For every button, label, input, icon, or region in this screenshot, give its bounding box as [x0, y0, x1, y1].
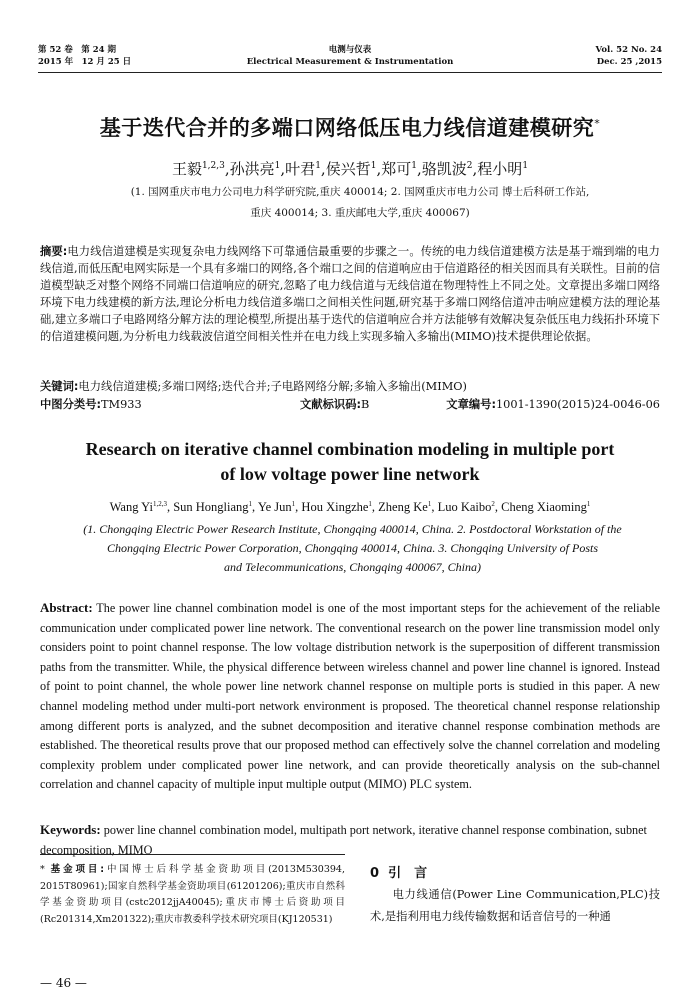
footnote-rule [40, 854, 345, 855]
keywords-cn-label: 关键词: [40, 380, 79, 393]
affiliation-cn [60, 182, 660, 224]
en-author-affil-mark: 2 [491, 500, 495, 508]
en-author-name: Sun Hongliang [173, 500, 249, 515]
abstract-cn-label: 摘要: [40, 245, 68, 258]
keywords-cn [40, 378, 660, 395]
en-author-affil-mark: 1 [368, 500, 372, 508]
en-author-affil-mark: 1 [427, 500, 432, 508]
page-number: — 46 — [40, 976, 87, 990]
affiliation-en-line3: and Telecommunications, Chongqing 400067, China) [224, 560, 481, 574]
title-footnote-mark: * [594, 117, 601, 130]
abstract-cn-text: 电力线信道建模是实现复杂电力线网络下可靠通信最重要的步骤之一。传统的电力线信道建模方法是基于端到端的电力线信道,而低压配电网实际是一个具有多端口的网络,各个端口之间的信道响应由于信道路径的相关因而具有关联性。目前的信道模型缺乏对整个网络不同端口信道响应的研究,忽略了电力线信道与无线信道在物理特性上不同之处。文章提出多端口网络环境下电力线建模的新方法,理论分析电力线信道多端口之间相关性问题,研究基于多端口网络信道冲击响应建模方法的理论基础,建立多端口子电路网络分解方法的理论模型,所提出基于迭代的信道响应合并方法能够有效解决复杂低压电力线拓扑环境下的信道建模问题,为分析电力线载波信道空间相关性并在电力线上实现多输入多输出(MIMO)技术提供理论依据。 [40, 245, 660, 343]
header-right [596, 44, 662, 68]
affiliation-cn-line2: 重庆 400014; 3. 重庆邮电大学,重庆 400067) [250, 207, 470, 219]
title-cn-text: 基于迭代合并的多端口网络低压电力线信道建模研究 [99, 116, 595, 140]
cn-author-affil-mark: 1 [315, 161, 321, 171]
running-header [38, 44, 662, 72]
cn-author-name: 孙洪亮 [229, 160, 275, 178]
en-author-affil-mark: 1,2,3 [152, 500, 167, 508]
classification-row [40, 396, 660, 413]
en-author-name: Cheng Xiaoming [501, 500, 587, 515]
en-author [173, 500, 252, 514]
title-en [30, 437, 670, 487]
title-en-line2: of low voltage power line network [220, 464, 480, 484]
cn-author-name: 叶君 [285, 160, 316, 178]
cn-author-name: 程小明 [477, 160, 523, 178]
footnote [40, 862, 345, 928]
affiliation-en-line1: (1. Chongqing Electric Power Research Institute, Chongqing 400014, China. 2. Postdoctoral Workstation of the [83, 522, 622, 536]
header-center [38, 44, 662, 68]
header-rule [38, 72, 662, 73]
cn-author [172, 160, 225, 178]
article-number [446, 396, 660, 413]
abstract-cn [40, 243, 660, 345]
authors-en: Wang Yi$^{1,2,3}$, Sun Hongliang$^1$, Ye Jun$^1$, Hou Xingzhe$^1$, Zheng Ke$^1$, Luo Kaibo$^2$, Cheng Xiaoming$^1$ [109, 500, 591, 515]
art-value: 1001-1390(2015)24-0046-06 [495, 398, 660, 411]
clc-value: TM933 [101, 398, 142, 411]
affiliation-en-line2: Chongqing Electric Power Corporation, Chongqing 400014, China. 3. Chongqing University of Posts [107, 541, 598, 555]
cn-author-affil-mark: 1 [522, 161, 529, 171]
cn-author-affil-mark: 1 [411, 161, 417, 171]
en-author-affil-mark: 1 [586, 500, 591, 508]
cn-author-affil-mark: 1 [370, 161, 377, 171]
en-author [258, 500, 295, 514]
section-number: 0 [370, 866, 380, 881]
cn-author-name: 郑可 [381, 160, 412, 178]
doc-value: B [361, 398, 370, 411]
cn-author-name: 王毅 [171, 160, 202, 178]
en-author-name: Hou Xingzhe [301, 500, 369, 515]
en-author-name: Ye Jun [257, 500, 292, 515]
cn-author [422, 160, 473, 178]
document-code [300, 396, 369, 413]
en-author [501, 500, 590, 514]
abstract-en [40, 598, 660, 795]
cn-author-name: 骆凯波 [421, 160, 467, 178]
affiliation-en [50, 520, 655, 577]
cn-author [285, 160, 321, 178]
header-volume-cn: 第 52 卷 第 24 期 [38, 45, 116, 55]
section-heading [370, 862, 427, 881]
footnote-mark: * [40, 864, 45, 875]
authors-cn: 王毅$^{1,2,3}$,孙洪亮$^1$,叶君$^1$,侯兴哲$^1$,郑可$^1$,骆凯波$^2$,程小明$^1$ [171, 160, 529, 178]
en-author [438, 500, 495, 514]
art-label: 文章编号: [446, 398, 496, 411]
section-title: 引 言 [388, 866, 428, 881]
footnote-text: 中国博士后科学基金资助项目(2013M530394, 2015T80961);国家自然科学基金资助项目(61201206);重庆市自然科学基金资助项目(cstc2012jjA40045);重庆市博士后资助项目(Rc201314,Xm201322);重庆市教委科学技术研究项目(KJ120531) [40, 864, 345, 925]
intro-paragraph: 电力线通信(Power Line Communication,PLC)技术,是指利用电力线传输数据和话音信号的一种通 [370, 888, 660, 923]
keywords-cn-text: 电力线信道建模;多端口网络;迭代合并;子电路网络分解;多输入多输出(MIMO) [78, 380, 467, 393]
clc-number [40, 396, 142, 413]
cn-author-affil-mark: 1,2,3 [201, 161, 225, 171]
title-cn [20, 112, 680, 142]
footnote-label: 基金项目: [50, 864, 105, 875]
en-author [301, 500, 372, 514]
keywords-en-label: Keywords: [40, 822, 101, 837]
en-author-affil-mark: 1 [248, 500, 253, 508]
en-author-affil-mark: 1 [291, 500, 296, 508]
cn-author [326, 160, 377, 178]
abstract-en-text: The power line channel combination model is one of the most important steps for the achievement of the reliable communication under complicated power line network. The conventional research on the power line transmission model only considers point to point channel response. The low voltage distribution network is the superposition of different transmission paths from the transmitter. While, the physical difference between wireless channel and power line channel is ignored. Instead of point to point channel, the whole power line network channel response on multiple ports is studied in this paper. A new channel modeling method under multi-port network environment is proposed. The theoretical channel response relationship among different ports is analyzed, and the subnet decomposition and iterative channel response combination methods are established. The theoretical results prove that our proposed method can effectively solve the channel correlation and modeling complexity problem under complicated power line network, and can provide theoretically analysis on the sub-channel correlation and channel capacity of multiple input multiple output (MIMO) PLC system. [40, 601, 660, 792]
header-date-en: Dec. 25 ,2015 [596, 57, 662, 67]
en-author-name: Luo Kaibo [437, 500, 492, 515]
cn-author [230, 160, 281, 178]
cn-author-affil-mark: 2 [466, 161, 473, 171]
cn-author-affil-mark: 1 [274, 161, 281, 171]
title-en-line1: Research on iterative channel combination modeling in multiple port [85, 439, 615, 459]
header-journal-cn: 电测与仪表 [328, 45, 372, 55]
doc-label: 文献标识码: [300, 398, 362, 411]
header-date-cn: 2015 年 12 月 25 日 [38, 57, 132, 67]
abstract-en-label: Abstract: [40, 600, 93, 615]
en-author-name: Zheng Ke [378, 500, 428, 515]
header-journal-en: Electrical Measurement & Instrumentation [246, 57, 454, 67]
keywords-en-text: power line channel combination model, multipath port network, iterative channel response combination, subnet decomposition, MIMO [40, 823, 647, 857]
cn-author [381, 160, 417, 178]
header-volume-en: Vol. 52 No. 24 [595, 45, 662, 55]
cn-author-name: 侯兴哲 [325, 160, 371, 178]
en-author [378, 500, 431, 514]
affiliation-cn-line1: (1. 国网重庆市电力公司电力科学研究院,重庆 400014; 2. 国网重庆市电力公司 博士后科研工作站, [130, 186, 590, 198]
en-author-name: Wang Yi [109, 500, 153, 515]
clc-label: 中图分类号: [40, 398, 102, 411]
cn-author [477, 160, 528, 178]
en-author [110, 500, 167, 514]
